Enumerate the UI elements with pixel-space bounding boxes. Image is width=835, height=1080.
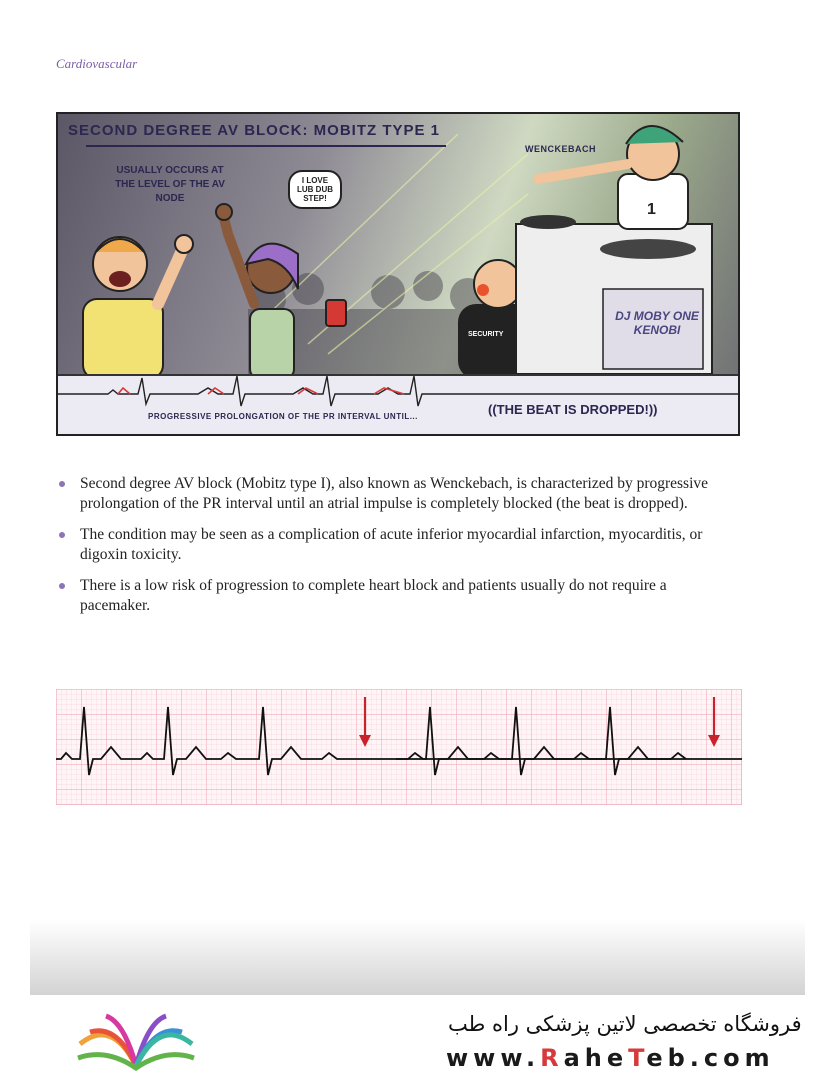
bullet-item: Second degree AV block (Mobitz type I), also known as Wenckebach, is characterized by progressive prolongation of the PR interval until an atrial impulse is completely blocked (the beat is dropped). (56, 474, 736, 514)
comic-title: SECOND DEGREE AV BLOCK: MOBITZ TYPE 1 (68, 122, 441, 139)
dj-logo: DJ MOBY ONE KENOBI (615, 309, 699, 337)
comic-caption: USUALLY OCCURS AT THE LEVEL OF THE AV NODE (115, 165, 225, 204)
website-url[interactable] (446, 1044, 775, 1072)
fan-man (83, 235, 193, 379)
wenckebach-label: WENCKEBACH (525, 144, 596, 154)
url-part: ahe (563, 1044, 629, 1072)
section-label: Cardiovascular (56, 56, 138, 71)
url-part: R (540, 1044, 564, 1072)
title-underline (86, 145, 446, 147)
strip-caption-left: PROGRESSIVE PROLONGATION OF THE PR INTERVAL UNTIL... (148, 412, 418, 421)
strip-caption-right: ((THE BEAT IS DROPPED!)) (488, 402, 658, 417)
footer-gradient (30, 920, 805, 995)
book-logo-icon (72, 1008, 200, 1076)
shirt-number: 1 (647, 201, 656, 218)
bullet-list (56, 474, 736, 627)
speech-bubble: I LOVE LUB DUB STEP! (288, 170, 342, 209)
url-part: T (628, 1044, 647, 1072)
store-name: فروشگاه تخصصی لاتین پزشکی راه طب (448, 1012, 802, 1036)
bullet-item: The condition may be seen as a complication of acute inferior myocardial infarction, myocarditis, or digoxin toxicity. (56, 525, 736, 565)
security-shirt-text: SECURITY (468, 331, 504, 338)
url-part: eb.com (646, 1044, 775, 1072)
url-part: www. (446, 1044, 541, 1072)
comic-illustration (56, 112, 740, 436)
bullet-item: There is a low risk of progression to complete heart block and patients usually do not require a pacemaker. (56, 576, 736, 616)
ecg-strip (56, 689, 742, 805)
